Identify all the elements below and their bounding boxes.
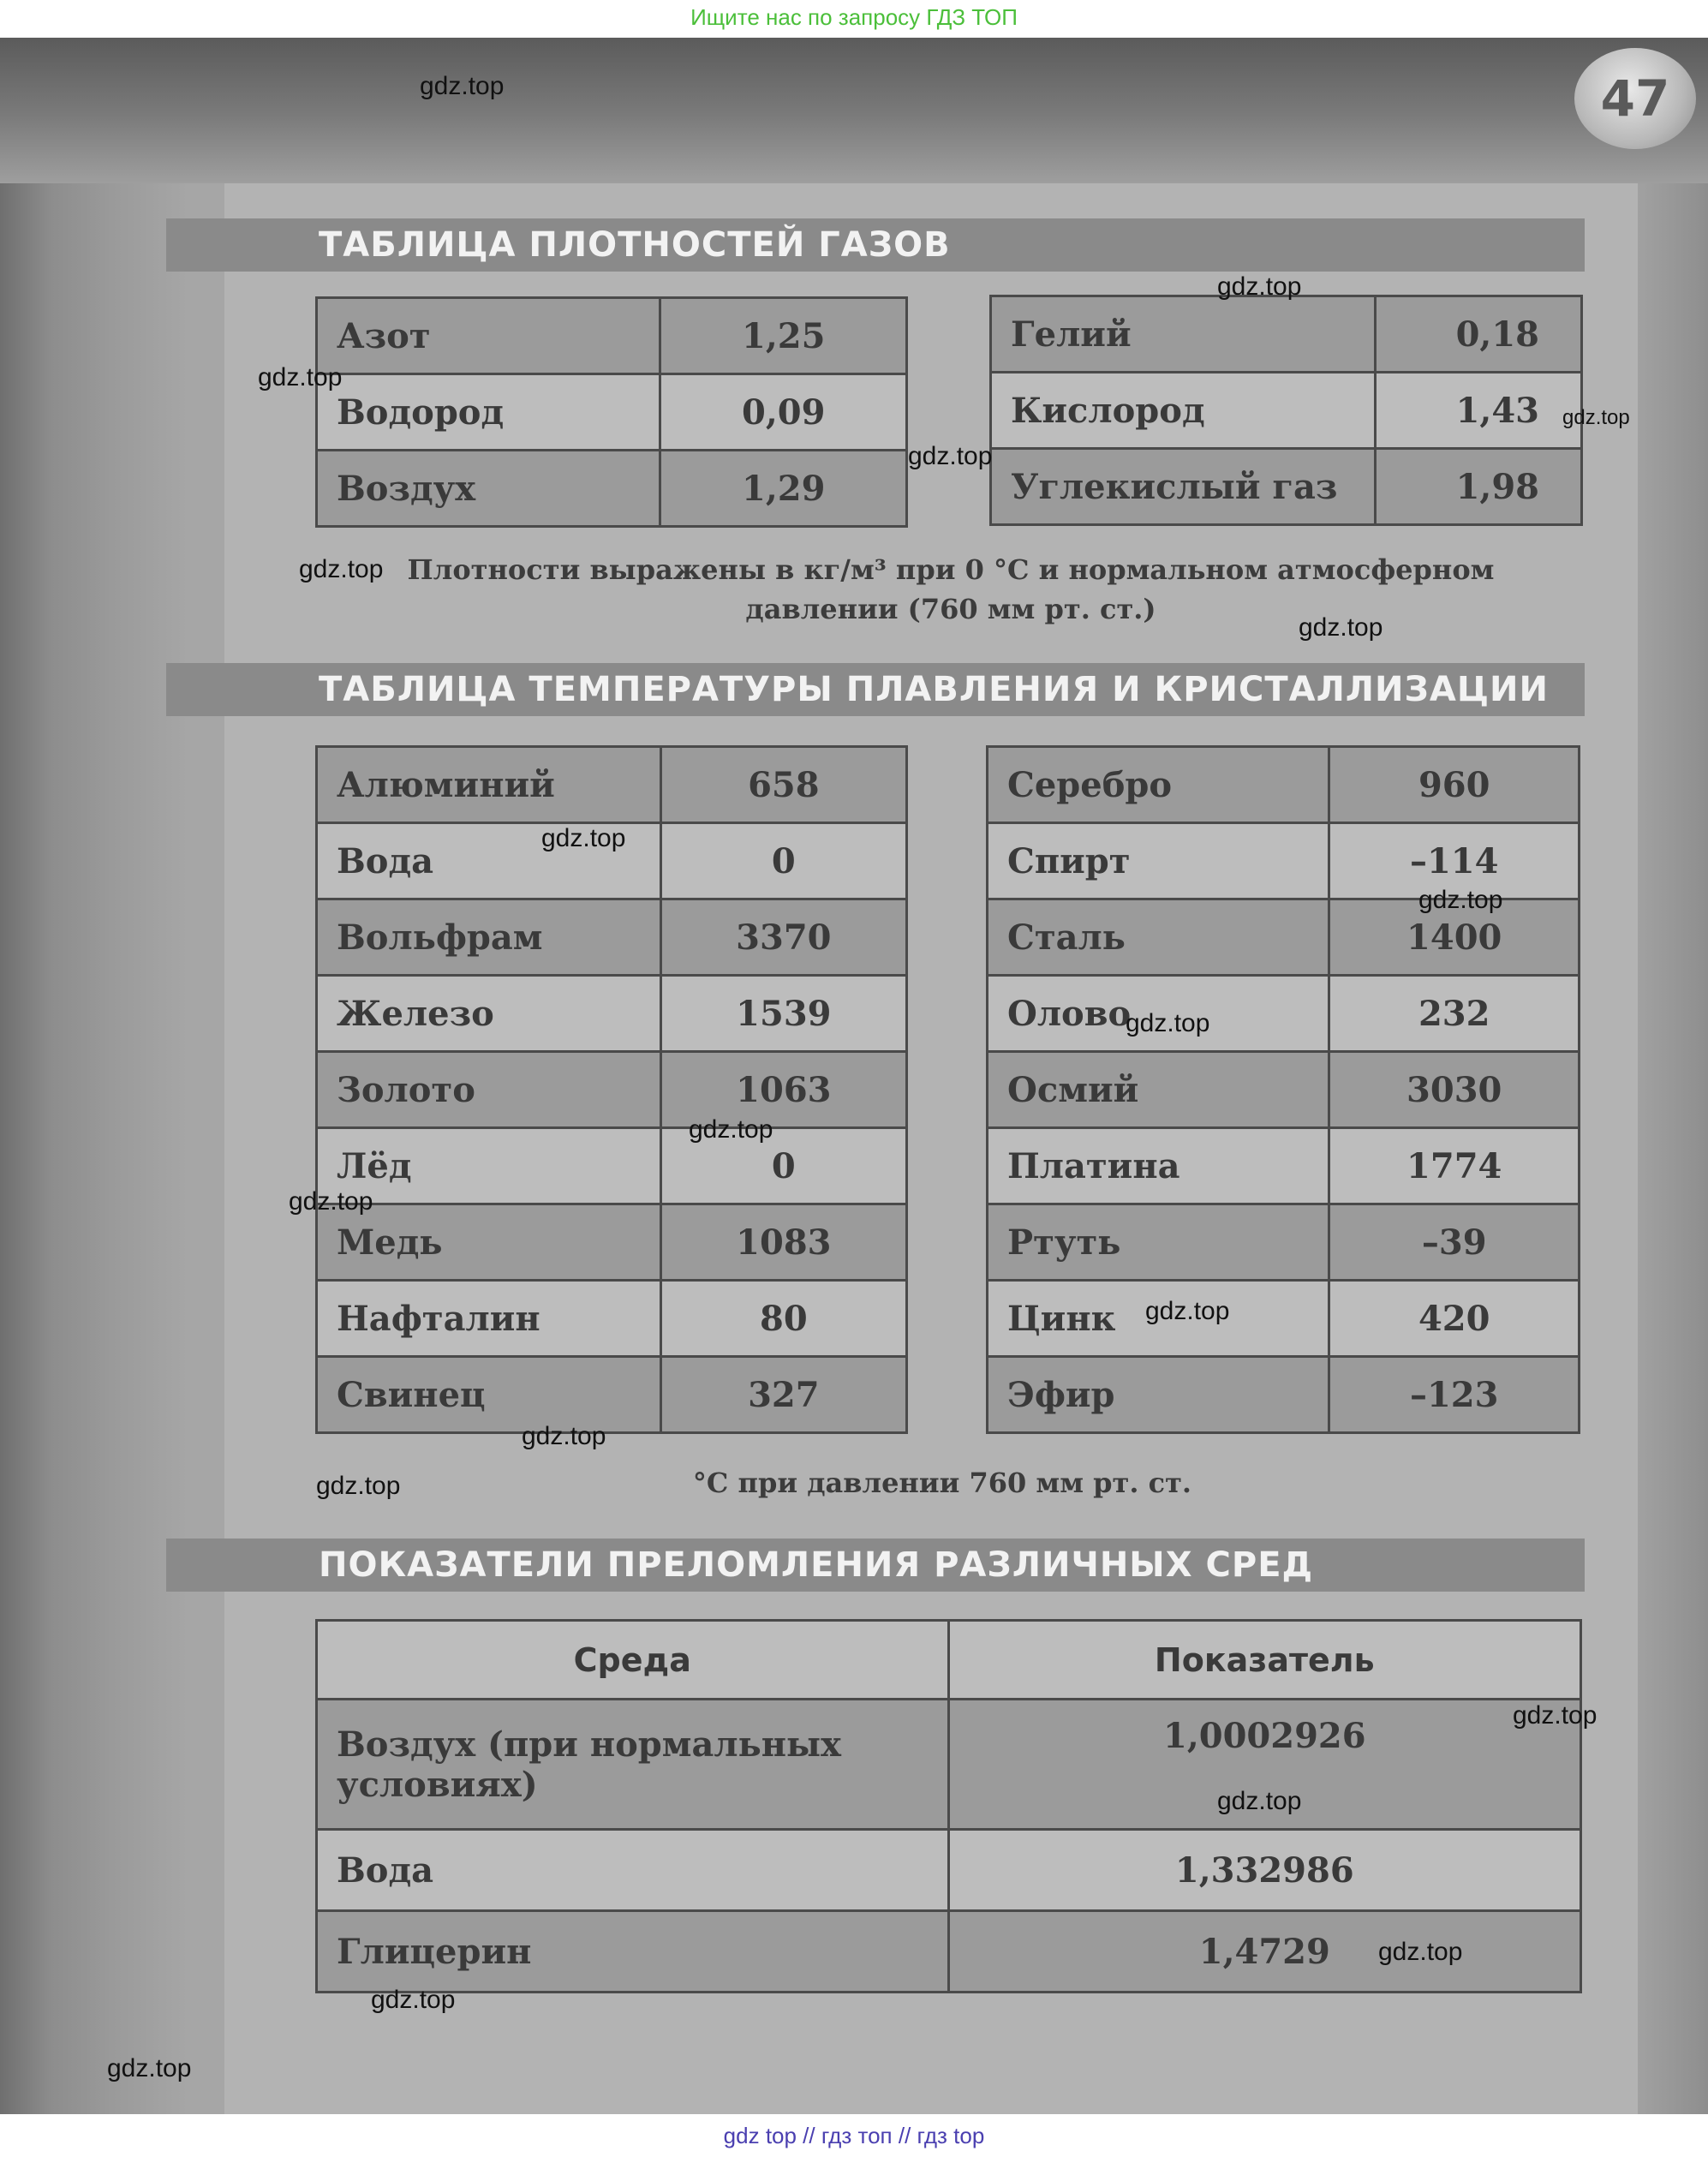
melting-value: 80	[660, 1281, 906, 1357]
medium-name: Глицерин	[317, 1911, 949, 1993]
gas-name: Воздух	[317, 451, 660, 527]
table-row	[988, 1204, 1580, 1281]
table-row	[991, 449, 1582, 525]
refraction-value: 1,0002926	[948, 1700, 1580, 1830]
watermark: gdz.top	[299, 555, 384, 583]
substance-name: Медь	[317, 1204, 661, 1281]
table-row	[988, 1357, 1580, 1433]
medium-name-line1: Воздух (при нормальных	[337, 1724, 841, 1765]
page-photo-header	[0, 38, 1708, 183]
table-row	[988, 976, 1580, 1052]
substance-name: Лёд	[317, 1128, 661, 1204]
melting-value: –114	[1329, 823, 1580, 899]
watermark: gdz.top	[1418, 886, 1503, 914]
gas-density-title: ТАБЛИЦА ПЛОТНОСТЕЙ ГАЗОВ	[166, 218, 1585, 272]
gas-density-note-line1: Плотности выражены в кг/м³ при 0 °С и нормальном атмосферном	[407, 553, 1495, 586]
watermark: gdz.top	[1513, 1701, 1598, 1730]
gas-name: Углекислый газ	[991, 449, 1376, 525]
table-row	[991, 296, 1582, 373]
gas-name: Водород	[317, 374, 660, 451]
melting-value: 1774	[1329, 1128, 1580, 1204]
gas-density-note-line2: давлении (760 мм рт. ст.)	[745, 593, 1156, 625]
medium-name	[317, 1700, 949, 1830]
table-row	[317, 1700, 1581, 1830]
table-row	[317, 1128, 907, 1204]
substance-name: Платина	[988, 1128, 1329, 1204]
medium-name-line2: условиях)	[337, 1764, 538, 1805]
watermark: gdz.top	[1217, 1787, 1302, 1815]
column-header-medium: Среда	[317, 1621, 949, 1700]
melting-value: 0	[660, 823, 906, 899]
substance-name: Эфир	[988, 1357, 1329, 1433]
substance-name: Золото	[317, 1052, 661, 1128]
refraction-value: 1,4729	[948, 1911, 1580, 1993]
table-row	[988, 1281, 1580, 1357]
table-row	[317, 1281, 907, 1357]
watermark: gdz.top	[107, 2054, 192, 2082]
melting-right-table	[986, 745, 1580, 1434]
substance-name: Олово	[988, 976, 1329, 1052]
table-row	[317, 1052, 907, 1128]
refraction-value: 1,332986	[948, 1830, 1580, 1911]
watermark: gdz.top	[1126, 1009, 1210, 1037]
substance-name: Вода	[317, 823, 661, 899]
substance-name: Нафталин	[317, 1281, 661, 1357]
substance-name: Сталь	[988, 899, 1329, 976]
melting-value: 0	[660, 1128, 906, 1204]
gas-density-value: 1,29	[660, 451, 907, 527]
table-row	[988, 747, 1580, 823]
watermark: gdz.top	[371, 1986, 456, 2014]
gas-density-left-table	[315, 296, 908, 528]
gas-name: Азот	[317, 298, 660, 374]
table-row	[317, 1357, 907, 1433]
gas-density-value: 0,09	[660, 374, 907, 451]
substance-name: Цинк	[988, 1281, 1329, 1357]
table-row	[317, 298, 907, 374]
gas-density-right-table	[989, 295, 1583, 526]
table-row	[317, 899, 907, 976]
substance-name: Свинец	[317, 1357, 661, 1433]
gas-density-value: 0,18	[1376, 296, 1582, 373]
gas-name: Гелий	[991, 296, 1376, 373]
gas-name: Кислород	[991, 373, 1376, 449]
melting-value: 1083	[660, 1204, 906, 1281]
page-number: 47	[1574, 48, 1696, 149]
watermark: gdz.top	[541, 824, 626, 852]
watermark: gdz.top	[689, 1115, 773, 1144]
watermark: gdz.top	[420, 72, 505, 100]
substance-name: Осмий	[988, 1052, 1329, 1128]
medium-name: Вода	[317, 1830, 949, 1911]
watermark: gdz.top	[316, 1472, 401, 1500]
watermark: gdz.top	[1217, 272, 1302, 301]
watermark: gdz.top	[1299, 613, 1383, 642]
table-header-row	[317, 1621, 1581, 1700]
table-row	[317, 747, 907, 823]
watermark: gdz.top	[289, 1187, 373, 1216]
substance-name: Ртуть	[988, 1204, 1329, 1281]
melting-note: °С при давлении 760 мм рт. ст.	[692, 1467, 1192, 1499]
top-banner[interactable]: Ищите нас по запросу ГДЗ ТОП	[0, 0, 1708, 38]
melting-value: –123	[1329, 1357, 1580, 1433]
gas-density-value: 1,98	[1376, 449, 1582, 525]
watermark: gdz.top	[1145, 1297, 1230, 1325]
melting-title: ТАБЛИЦА ТЕМПЕРАТУРЫ ПЛАВЛЕНИЯ И КРИСТАЛЛИЗАЦИИ	[166, 663, 1585, 716]
table-row	[988, 1128, 1580, 1204]
melting-value: 1539	[660, 976, 906, 1052]
substance-name: Алюминий	[317, 747, 661, 823]
bottom-banner[interactable]: gdz top // гдз топ // гдз top	[0, 2114, 1708, 2157]
table-row	[317, 451, 907, 527]
melting-value: 232	[1329, 976, 1580, 1052]
substance-name: Железо	[317, 976, 661, 1052]
melting-value: 327	[660, 1357, 906, 1433]
table-row	[988, 1052, 1580, 1128]
table-row	[317, 374, 907, 451]
watermark: gdz.top	[258, 363, 343, 391]
watermark: gdz.top	[522, 1422, 606, 1450]
table-row	[317, 976, 907, 1052]
melting-value: 3030	[1329, 1052, 1580, 1128]
substance-name: Вольфрам	[317, 899, 661, 976]
melting-value: –39	[1329, 1204, 1580, 1281]
melting-value: 3370	[660, 899, 906, 976]
melting-value: 1063	[660, 1052, 906, 1128]
melting-value: 658	[660, 747, 906, 823]
melting-value: 1400	[1329, 899, 1580, 976]
gas-density-value: 1,25	[660, 298, 907, 374]
melting-value: 420	[1329, 1281, 1580, 1357]
table-row	[317, 1830, 1581, 1911]
watermark: gdz.top	[908, 442, 993, 470]
table-row	[317, 1204, 907, 1281]
column-header-index: Показатель	[948, 1621, 1580, 1700]
watermark: gdz.top	[1378, 1938, 1463, 1966]
melting-value: 960	[1329, 747, 1580, 823]
refraction-title: ПОКАЗАТЕЛИ ПРЕЛОМЛЕНИЯ РАЗЛИЧНЫХ СРЕД	[166, 1539, 1585, 1592]
substance-name: Спирт	[988, 823, 1329, 899]
substance-name: Серебро	[988, 747, 1329, 823]
watermark: gdz.top	[1562, 406, 1630, 429]
gas-density-value: 1,43	[1376, 373, 1582, 449]
table-row	[991, 373, 1582, 449]
